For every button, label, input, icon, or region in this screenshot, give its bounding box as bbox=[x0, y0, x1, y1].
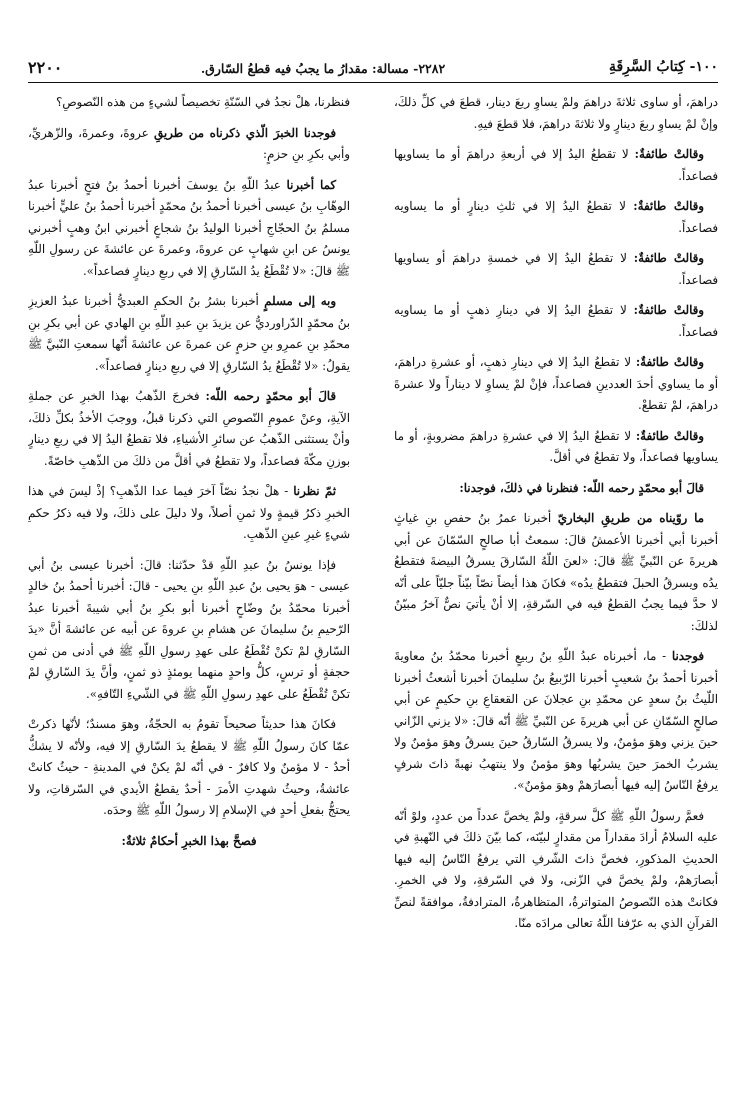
paragraph-lead: ما روّيناه من طريقِ البخاريّ bbox=[557, 511, 705, 525]
paragraph-text: لا تقطعُ اليدُ إلا في دينارِ ذهبٍ أو ما يساويه فصاعداً. bbox=[394, 303, 718, 339]
right-text-column bbox=[394, 92, 718, 1102]
paragraph-lead: فوجدنا الخبرَ الّذي ذكرناه من طريقِ bbox=[154, 125, 336, 140]
paragraph bbox=[394, 806, 718, 935]
paragraph bbox=[394, 478, 718, 500]
paragraph bbox=[28, 291, 350, 377]
paragraph bbox=[28, 92, 350, 114]
paragraph-text: لا تقطعُ اليدُ إلا في عشرةِ دراهمَ مضروبةٍ، أو ما يساويها فصاعداً، ولا تقطعُ في أقلَّ. bbox=[394, 428, 718, 464]
paragraph-text: لا تقطعُ اليدُ إلا في ثلثِ دينارٍ أو ما يساويه فصاعداً. bbox=[394, 199, 718, 235]
paragraph-lead: قالَ أبو محمّدٍ رحمه اللّه: bbox=[205, 389, 337, 403]
paragraph bbox=[28, 831, 350, 853]
paragraph-text: - ما، أخبرناه عبدُ اللّهِ بنُ ربيعٍ أخبرنا محمّدُ بنُ معاويةَ أخبرنا أحمدُ بنُ شعيبٍ أخبرنا الرّبيعُ بنُ سليمانَ أخبرنا أشعثُ أخبرنا اللّيثُ بنُ سعدٍ عن محمّدِ بنِ عجلانَ عن القعقاعِ بنِ حكيمٍ عن أبي صالحٍ السّمّانِ عن أبي هريرةَ عن النّبيِّ ﷺ أنّه قالَ: «لا يزني الزّاني حينَ يزني وهوَ مؤمنٌ، ولا يسرقُ السّارقُ حينَ يسرقُ وهوَ مؤمنٌ ولا يشربُ الخمرَ حينَ يشربُها وهوَ مؤمنٌ ولا ينتهبُ نهبةً ذاتَ شرفٍ يرفعُ النّاسُ إليه فيها أبصارَهمْ وهوَ مؤمنٌ». bbox=[394, 649, 718, 792]
paragraph bbox=[394, 248, 718, 291]
paragraph bbox=[394, 300, 718, 343]
paragraph bbox=[394, 508, 718, 637]
paragraph bbox=[28, 555, 350, 706]
paragraph bbox=[28, 123, 350, 166]
paragraph-text: فخرجَ الذّهبُ بهذا الخبرِ عن جملةِ الآيةِ، وعنْ عمومِ النّصوصِ التي ذكرنا قبلُ، ووجبَ الأخذُ بكلِّ ذلكَ، وأنْ يستثنى الذّهبُ عن سائرِ الأشياءِ، فلا تقطعُ اليدُ إلا في ربعِ دينارٍ بوزنِ مكّةَ فصاعداً، ولا تقطعُ في أقلَّ من ذلكَ من الذّهبِ خاصّةً. bbox=[28, 389, 350, 468]
paragraph-lead: وقالتْ طائفةٌ: bbox=[633, 199, 705, 213]
paragraph bbox=[28, 175, 350, 283]
running-header bbox=[28, 56, 718, 83]
paragraph bbox=[28, 481, 350, 546]
paragraph-text: لا تقطعُ اليدُ إلا في دينارِ ذهبٍ، أو عشرةِ دراهمَ، أو ما يساوي أحدَ العددينِ فصاعداً، فإنْ لمْ يساوِ لا ديناراً ولا عشرةَ دراهمَ، لمْ تقطعْ. bbox=[394, 355, 718, 412]
book-title: ١٠٠- كِتابُ السَّرِقَةِ bbox=[608, 59, 718, 75]
paragraph bbox=[28, 714, 350, 822]
paragraph-lead: ثمّ نظرنا bbox=[293, 484, 336, 498]
paragraph-text: فإذا يونسُ بنُ عبدِ اللّهِ قدْ حدّثنا: قالَ: أخبرنا عيسى بنُ أبي عيسى - هوَ يحيى بنُ عبدِ اللّهِ بنِ يحيى - قالَ: أخبرنا أحمدُ بنُ خالدٍ أخبرنا محمّدُ بنُ وضّاحٍ أخبرنا أبو بكرِ بنُ أبي شيبةَ أخبرنا عبدُ الرّحيمِ بنُ سليمانَ عن هشامِ بنِ عروةَ عن أبيه عن عائشةَ أنَّ «يدَ السّارقِ لمْ تكنْ تُقْطَعُ على عهدِ رسولِ اللّهِ ﷺ في أدنى من ثمنِ حجفةٍ أو ترسٍ، كلُّ واحدٍ منهما يومئذٍ ذو ثمنٍ، وأنَّ يدَ السّارقِ لمْ تكنْ تُقْطَعُ على عهدِ رسولِ اللّهِ ﷺ في الشّيءِ التّافهِ». bbox=[28, 557, 350, 701]
paragraph bbox=[394, 92, 718, 135]
paragraph-text: فكانَ هذا حديثاً صحيحاً تقومُ به الحجّةُ، وهوَ مسندٌ؛ لأنّها ذكرتْ عمّا كانَ رسولُ اللّهِ ﷺ لا يقطعُ يدَ السّارقِ إلا فيه، ولأنّه لا يشكُّ أحدٌ - لا مؤمنٌ ولا كافرٌ - في أنّه لمْ يكنْ في المدينةِ - حيثُ كانتْ عائشةُ، وحيثُ شهدتِ الأمرَ - أحدٌ يقطعُ الأيدي في السّرقاتِ، ولا يحتجُّ بفعلِ أحدٍ في الإسلامِ إلا رسولُ اللّهِ ﷺ وحدَه. bbox=[28, 717, 350, 817]
paragraph-text: أخبرنا بشرُ بنُ الحكمِ العبديُّ أخبرنا عبدُ العزيزِ بنُ محمّدٍ الدّراورديُّ عن يزيدَ بنِ عبدِ اللّهِ بنِ الهادي عن أبي بكرِ بنِ محمّدِ بنِ عمرِو بنِ حزمٍ عن عمرةَ عن عائشةَ أنّها سمعتِ النّبيَّ ﷺ يقولُ: «لا تُقْطَعُ يدُ السّارقِ إلا في ربعِ دينارٍ فصاعداً». bbox=[28, 294, 350, 373]
left-text-column bbox=[28, 92, 350, 1102]
paragraph bbox=[394, 426, 718, 469]
paragraph-lead: فوجدنا bbox=[671, 649, 705, 663]
paragraph-lead: وبه إلى مسلمٍ bbox=[264, 294, 337, 308]
paragraph-text: لا تقطعُ اليدُ إلا في أربعةِ دراهمَ أو ما يساويها فصاعداً. bbox=[394, 147, 718, 183]
paragraph-text: دراهمَ، أو ساوى ثلاثةَ دراهمَ ولمْ يساوِ ربعَ دينار، قطعَ في كلِّ ذلكَ، وإنْ لمْ يساوِ ربعَ دينارٍ ولا ثلاثةَ دراهمَ، فلا قطعَ فيهِ. bbox=[394, 95, 718, 131]
paragraph-lead: وقالتْ طائفةٌ: bbox=[634, 147, 704, 161]
paragraph-lead: قالَ أبو محمّدٍ رحمه اللّه: فنظرنا في ذلكَ، فوجدنا: bbox=[459, 480, 704, 495]
paragraph-text: - هلْ نجدُ نصّاً آخرَ فيما عدا الذّهبِ؟ إذْ ليسَ في هذا الخبرِ ذكرُ قيمةٍ ولا ثمنِ أصلاً، ولا دليلَ على ذلكَ، ولا فيه ذكرُ حكمِ شيءٍ غيرِ عينِ الذّهبِ. bbox=[28, 484, 350, 541]
paragraph-text: أخبرنا عمرُ بنُ حفصِ بنِ غياثٍ أخبرنا أبي أخبرنا الأعمشُ قالَ: سمعتُ أبا صالحٍ السّمّانَ عن أبي هريرةَ عن النّبيِّ ﷺ قالَ: «لعنَ اللّهُ السّارقَ يسرقُ البيضةَ فتقطعُ يدُه ويسرقُ الحبلَ فتقطعُ يدُه» فكانَ هذا أيضاً نصّاً بيّناً جليّاً على أنّه لا حدَّ فيما يجبُ القطعُ فيه في السّرقةِ، إلا أنْ يأتيَ نصٌّ آخرُ مبيّنٌ لذلكَ: bbox=[394, 511, 718, 633]
paragraph bbox=[394, 352, 718, 417]
paragraph-text: فعمَّ رسولُ اللّهِ ﷺ كلَّ سرقةٍ، ولمْ يخصَّ عدداً من عددٍ، ولوْ أنّه عليه السلامُ أرادَ مقداراً من مقدارٍ لبيّنَه، كما بيّنَ ذلكَ في النّهبةِ في الحديثِ المذكورِ، فخصَّ ذاتَ الشّرفِ التي يرفعُ النّاسُ إليه فيها أبصارَهمْ، ولمْ يخصَّ في الزّنى، ولا في السّرقةِ، ولا في الخمرِ. فكانتْ هذه النّصوصُ المتواترةُ، المتظاهرةُ، المترادفةُ، موافقةً لنصِّ القرآنِ الذي به عرّفنا اللّهُ تعالى مرادَه منّا. bbox=[394, 808, 718, 930]
paragraph-lead: فصحَّ بهذا الخبرِ أحكامٌ ثلاثةٌ: bbox=[121, 833, 257, 848]
paragraph-text: عبدُ اللّهِ بنُ يوسفَ أخبرنا أحمدُ بنُ فتحٍ أخبرنا عبدُ الوهّابِ بنُ عيسى أخبرنا أحمدُ بنُ محمّدٍ أخبرنا أحمدُ بنُ عليٍّ أخبرنا مسلمُ بنُ الحجّاجِ أخبرنا الوليدُ بنُ شجاعٍ أخبرني ابنُ وهبٍ أخبرني يونسُ عن ابنِ شهابٍ عن عروةَ، وعمرةَ عن عائشةَ عن رسولِ اللّهِ ﷺ قالَ: «لا تُقْطَعُ يدُ السّارقِ إلا في ربعِ دينارٍ فصاعداً». bbox=[28, 177, 350, 278]
paragraph bbox=[394, 196, 718, 239]
paragraph bbox=[28, 386, 350, 472]
paragraph-lead: وقالتْ طائفةٌ: bbox=[635, 355, 705, 369]
page-number: ٢٢٠٠ bbox=[28, 58, 63, 77]
paragraph bbox=[394, 144, 718, 187]
section-title: ٢٢٨٢- مسالة: مقدارُ ما يجبُ فيه قطعُ السّارق. bbox=[200, 61, 446, 76]
paragraph-text: عروةَ، وعمرةَ، والزّهريِّ، وأبي بكرِ بنِ حزمٍ: bbox=[28, 125, 350, 161]
paragraph bbox=[394, 646, 718, 797]
paragraph-lead: وقالتْ طائفةٌ: bbox=[635, 428, 705, 443]
paragraph-text: لا تقطعُ اليدُ إلا في خمسةِ دراهمَ أو يساويها فصاعداً. bbox=[394, 251, 718, 287]
paragraph-lead: كما أخبرنا bbox=[286, 177, 337, 192]
paragraph-lead: وقالتْ طائفةٌ: bbox=[633, 251, 705, 265]
paragraph-text: فنظرنا، هلْ نجدُ في السّنّةِ تخصيصاً لشيءٍ من هذه النّصوصِ؟ bbox=[55, 95, 350, 109]
paragraph-lead: وقالتْ طائفةٌ: bbox=[633, 303, 705, 317]
